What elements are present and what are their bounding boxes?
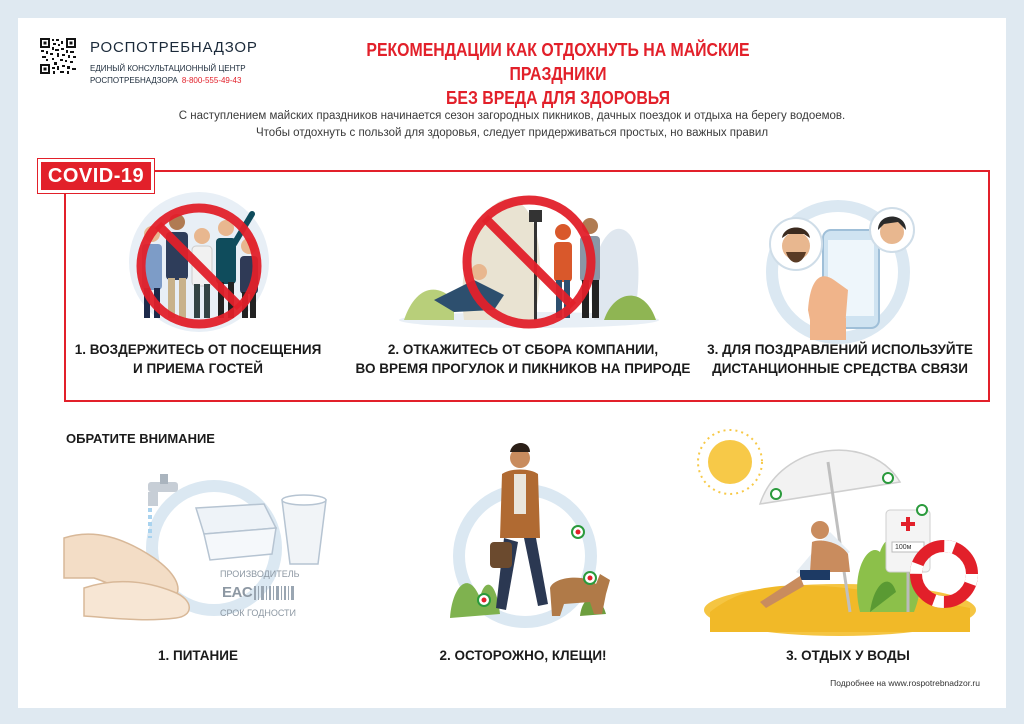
caption-line: ВО ВРЕМЯ ПРОГУЛОК И ПИКНИКОВ НА ПРИРОДЕ — [355, 361, 691, 376]
food-safety-illustration — [64, 468, 324, 628]
package-maker-label: ПРОИЗВОДИТЕЛЬ — [220, 569, 300, 579]
poster — [18, 18, 1006, 708]
org-short-name: РОСПОТРЕБНАДЗОРА — [90, 76, 178, 85]
caption-line: 3. ДЛЯ ПОЗДРАВЛЕНИЙ ИСПОЛЬЗУЙТЕ — [707, 342, 973, 357]
caption-line: И ПРИЕМА ГОСТЕЙ — [133, 361, 263, 376]
washing-hands-icon — [64, 534, 189, 620]
plastic-cup-icon — [282, 495, 326, 564]
title-line-2: БЕЗ ВРЕДА ДЛЯ ЗДОРОВЬЯ — [446, 88, 670, 108]
caption-line: ДИСТАНЦИОННЫЕ СРЕДСТВА СВЯЗИ — [712, 361, 968, 376]
ticks-warning-illustration — [430, 438, 620, 628]
intro-line-2: Чтобы отдохнуть с пользой для здоровья, следует придерживаться простых, но важных правил — [255, 127, 769, 139]
org-subtitle-2 — [90, 76, 241, 85]
org-subtitle: ЕДИНЫЙ КОНСУЛЬТАЦИОННЫЙ ЦЕНТР — [90, 64, 246, 73]
intro-line-1: С наступлением майских праздников начинается сезон загородных пикников, дачных поездок и отдыха на берегу водоемов. — [178, 110, 846, 122]
caption-line: 2. ОТКАЖИТЕСЬ ОТ СБОРА КОМПАНИИ, — [387, 342, 659, 357]
covid-caption-1 — [70, 340, 326, 378]
video-call-bubble-icon — [870, 208, 914, 252]
eac-mark: EAC — [222, 584, 253, 601]
attention-caption-2: 2. ОСТОРОЖНО, КЛЕЩИ! — [439, 648, 607, 663]
title-line-1: РЕКОМЕНДАЦИИ КАК ОТДОХНУТЬ НА МАЙСКИЕ ПРАЗДНИКИ — [366, 40, 750, 84]
sun-icon — [708, 440, 752, 484]
attention-caption-1: 1. ПИТАНИЕ — [157, 648, 239, 663]
video-call-bubble-icon — [770, 218, 822, 270]
rospotrebnadzor-logo — [40, 38, 320, 98]
distance-sign-label: 100м — [895, 544, 912, 551]
food-container-icon — [196, 504, 276, 560]
rest-by-water-illustration — [700, 422, 980, 632]
no-guests-illustration — [114, 194, 284, 324]
hotline-phone: 8-800-555-49-43 — [181, 76, 242, 85]
page-title — [329, 38, 787, 110]
attention-caption-3: 3. ОТДЫХ У ВОДЫ — [786, 648, 910, 663]
package-expiry-label: СРОК ГОДНОСТИ — [220, 608, 296, 618]
covid-badge: COVID-19 — [38, 159, 154, 193]
remote-communication-illustration — [748, 190, 928, 340]
intro-text — [58, 108, 966, 142]
qr-code-icon — [40, 38, 76, 74]
org-name: РОСПОТРЕБНАДЗОР — [90, 39, 258, 56]
attention-heading: ОБРАТИТЕ ВНИМАНИЕ — [66, 431, 215, 446]
no-gatherings-illustration — [394, 180, 664, 326]
dog-icon — [550, 574, 610, 616]
covid-caption-2 — [348, 340, 698, 378]
footer-more-link[interactable]: Подробнее на www.rospotrebnadzor.ru — [830, 678, 980, 688]
caption-line: 1. ВОЗДЕРЖИТЕСЬ ОТ ПОСЕЩЕНИЯ — [74, 342, 322, 357]
man-walking-icon — [490, 443, 548, 610]
covid-caption-3 — [700, 340, 980, 378]
